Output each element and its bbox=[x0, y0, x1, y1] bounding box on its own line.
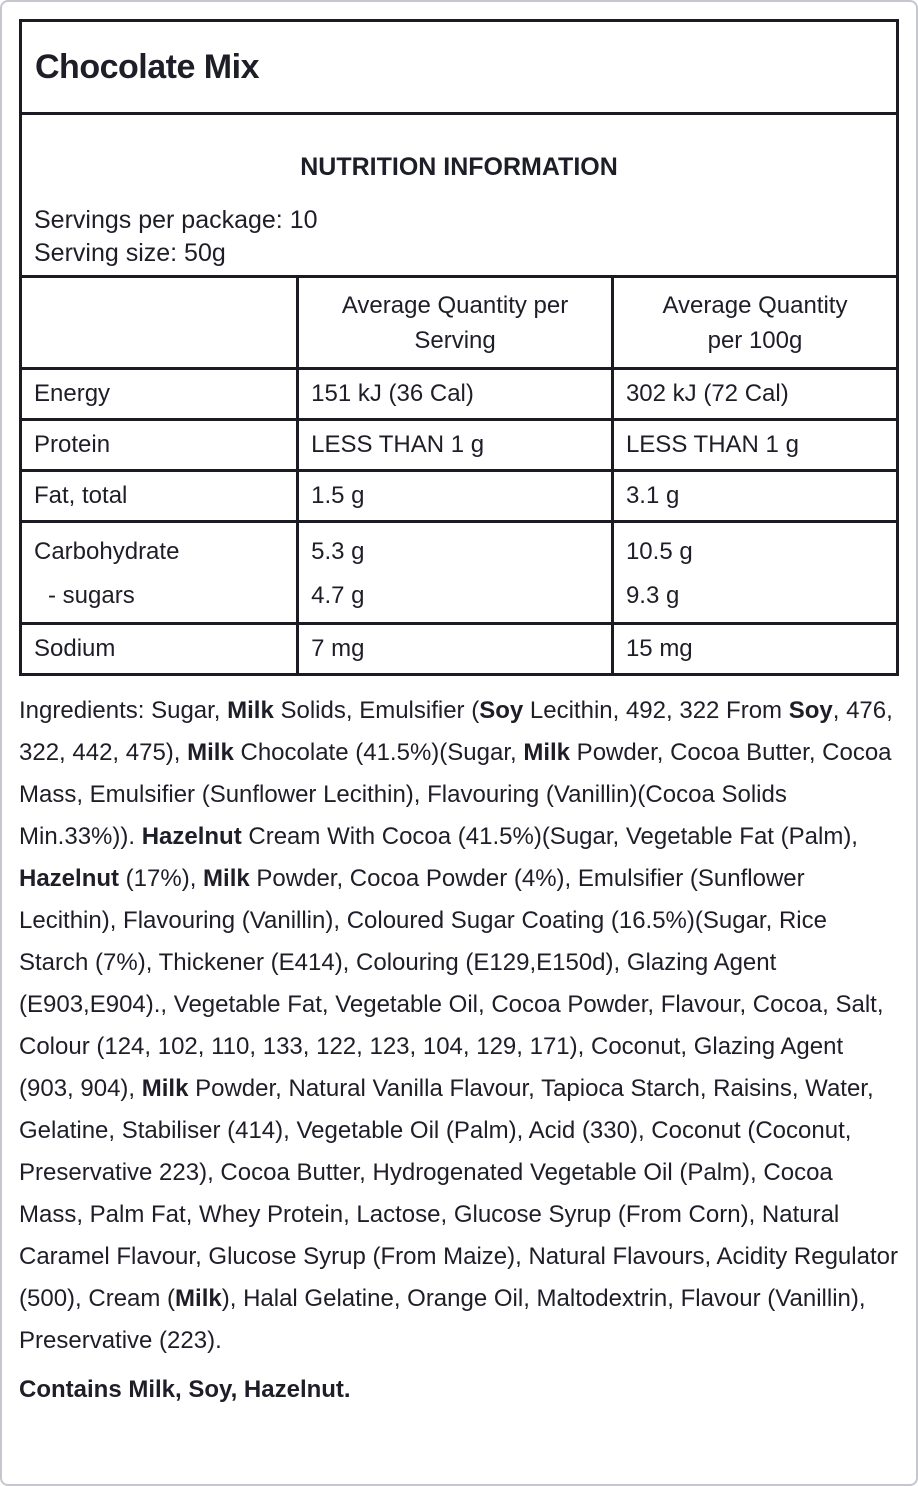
table-row-sodium bbox=[21, 624, 898, 675]
sugars-per-serving: 4.7 g bbox=[311, 582, 365, 609]
sugars-label: - sugars bbox=[48, 582, 135, 609]
header-per-100g: Average Quantity per 100g bbox=[612, 277, 897, 369]
table-row-protein bbox=[21, 420, 898, 471]
nutrient-name: Fat, total bbox=[21, 471, 298, 522]
table-row-energy bbox=[21, 369, 898, 420]
nutrition-panel bbox=[19, 112, 899, 278]
value-per-100g: 3.1 g bbox=[612, 471, 897, 522]
value-per-serving: 151 kJ (36 Cal) bbox=[298, 369, 613, 420]
value-per-100g: 302 kJ (72 Cal) bbox=[612, 369, 897, 420]
value-per-serving: 7 mg bbox=[298, 624, 613, 675]
servings-block bbox=[34, 204, 884, 270]
nutrient-name: Sodium bbox=[21, 624, 298, 675]
contains-statement: Contains Milk, Soy, Hazelnut. bbox=[19, 1376, 351, 1403]
nutrition-heading: NUTRITION INFORMATION bbox=[300, 153, 618, 181]
carbohydrate-per-100g: 10.5 g bbox=[625, 538, 693, 565]
product-title-box bbox=[19, 19, 899, 115]
header-per-serving: Average Quantity per Serving bbox=[298, 277, 613, 369]
ingredients-text: Ingredients: Sugar, Milk Solids, Emulsifier (Soy Lecithin, 492, 322 From Soy, 476, 322, 442, 475), Milk Chocolate (41.5%)(Sugar, Milk Powder, Cocoa Butter, Cocoa Mass, Emulsifier (Sunflower Lecithin), Flavouring (Vanillin)(Cocoa Solids Min.33%)). Hazelnut Cream With Cocoa (41.5%)(Sugar, Vegetable Fat (Palm), Hazelnut (17%), Milk Powder, Cocoa Powder (4%), Emulsifier (Sunflower Lecithin), Flavouring (Vanillin), Coloured Sugar Coating (16.5%)(Sugar, Rice Starch (7%), Thickener (E414), Colouring (E129,E150d), Glazing Agent (E903,E904)., Vegetable Fat, Vegetable Oil, Cocoa Powder, Flavour, Cocoa, Salt, Colour (124, 102, 110, 133, 122, 123, 104, 129, 171), Coconut, Glazing Agent (903, 904), Milk Powder, Natural Vanilla Flavour, Tapioca Starch, Raisins, Water, Gelatine, Stabiliser (414), Vegetable Oil (Palm), Acid (330), Coconut (Coconut, Preservative 223), Cocoa Butter, Hydrogenated Vegetable Oil (Palm), Cocoa Mass, Palm Fat, Whey Protein, Lactose, Glucose Syrup (From Corn), Natural Caramel Flavour, Glucose Syrup (From Maize), Natural Flavours, Acidity Regulator (500), Cream (Milk), Halal Gelatine, Orange Oil, Maltodextrin, Flavour (Vanillin), Preservative (223). bbox=[19, 697, 898, 1354]
nutrient-name bbox=[21, 522, 298, 624]
value-per-100g: 15 mg bbox=[612, 624, 897, 675]
servings-per-package: Servings per package: 10 bbox=[34, 206, 318, 234]
nutrient-name: Energy bbox=[21, 369, 298, 420]
table-header-row bbox=[21, 277, 898, 369]
value-per-100g bbox=[612, 522, 897, 624]
value-per-serving: LESS THAN 1 g bbox=[298, 420, 613, 471]
value-per-serving bbox=[298, 522, 613, 624]
header-nutrient-blank bbox=[21, 277, 298, 369]
table-row-fat bbox=[21, 471, 898, 522]
product-title: Chocolate Mix bbox=[35, 47, 259, 86]
carbohydrate-label: Carbohydrate bbox=[34, 538, 180, 565]
carbohydrate-per-serving: 5.3 g bbox=[311, 538, 365, 565]
table-row-carbohydrate bbox=[21, 522, 898, 624]
serving-size: Serving size: 50g bbox=[34, 239, 226, 267]
nutrition-table bbox=[19, 275, 899, 676]
nutrient-name: Protein bbox=[21, 420, 298, 471]
value-per-serving: 1.5 g bbox=[298, 471, 613, 522]
value-per-100g: LESS THAN 1 g bbox=[612, 420, 897, 471]
sugars-per-100g: 9.3 g bbox=[625, 582, 680, 609]
